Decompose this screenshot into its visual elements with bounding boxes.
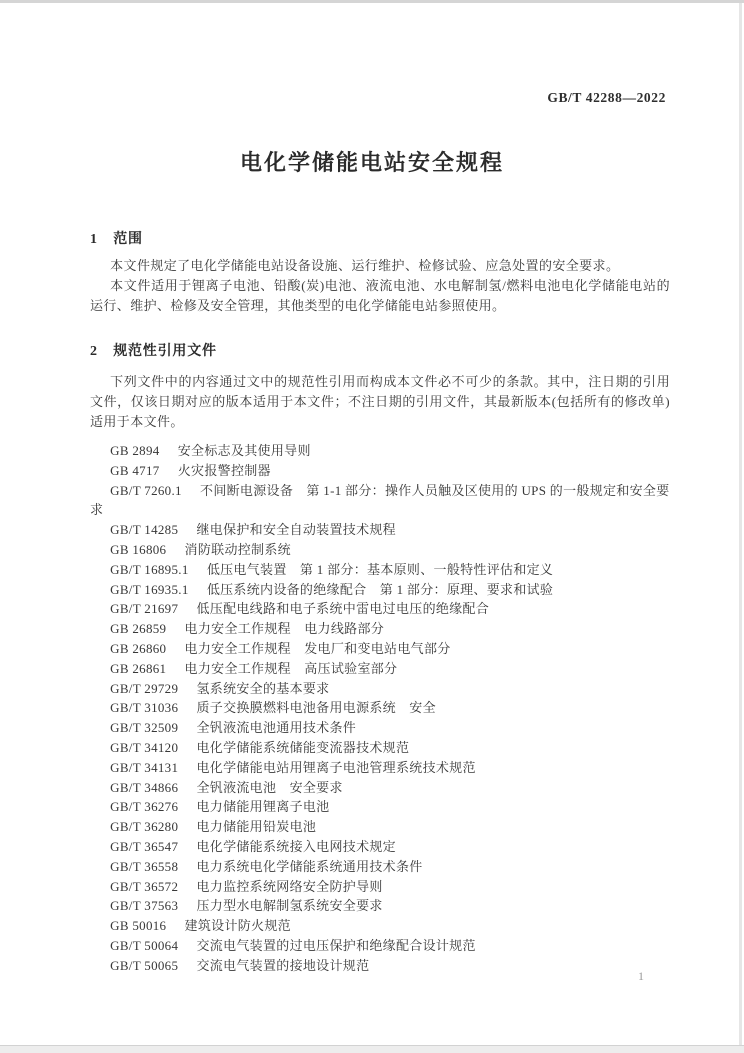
- reference-code: GB/T 31036: [110, 700, 179, 716]
- reference-title: 电力安全工作规程 电力线路部分: [184, 621, 385, 637]
- reference-code: GB/T 34120: [110, 739, 179, 755]
- reference-title: 电力安全工作规程 发电厂和变电站电气部分: [184, 640, 451, 656]
- page-number: 1: [638, 969, 644, 983]
- reference-line: [90, 560, 676, 580]
- section-number: 1: [90, 232, 98, 247]
- reference-code: GB/T 36547: [110, 838, 179, 854]
- section-title: 范围: [113, 232, 143, 247]
- reference-line: [90, 718, 676, 738]
- reference-title: 低压电气装置 第 1 部分：基本原则、一般特性评估和定义: [206, 561, 554, 577]
- reference-title: 电化学储能电站用锂离子电池管理系统技术规范: [196, 759, 476, 775]
- reference-line: [90, 619, 676, 639]
- reference-line: [90, 837, 676, 857]
- reference-title: 火灾报警控制器: [177, 462, 271, 478]
- page-bottom-edge: [0, 1045, 744, 1053]
- page-top-edge: [0, 0, 744, 3]
- reference-title: 电化学储能系统储能变流器技术规范: [196, 739, 410, 755]
- reference-line: [90, 896, 676, 916]
- reference-title: 不间断电源设备 第 1-1 部分：操作人员触及区使用的 UPS 的一般规定和安全要求: [90, 482, 670, 518]
- section-title: 规范性引用文件: [113, 344, 217, 359]
- reference-line: [90, 936, 676, 956]
- reference-code: GB 26860: [110, 640, 167, 656]
- reference-code: GB 4717: [110, 462, 160, 478]
- reference-line: [90, 817, 676, 837]
- document-title: 电化学储能电站安全规程: [239, 150, 504, 175]
- reference-code: GB 26859: [110, 621, 167, 637]
- reference-title: 电力储能用锂离子电池: [196, 799, 330, 815]
- reference-code: GB/T 34866: [110, 779, 179, 795]
- reference-title: 氢系统安全的基本要求: [196, 680, 330, 696]
- reference-title: 全钒液流电池 安全要求: [196, 779, 343, 795]
- reference-code: GB/T 36558: [110, 858, 179, 874]
- reference-title: 质子交换膜燃料电池备用电源系统 安全: [196, 700, 436, 716]
- reference-title: 压力型水电解制氢系统安全要求: [196, 898, 383, 914]
- reference-title: 交流电气装置的过电压保护和绝缘配合设计规范: [196, 937, 476, 953]
- reference-line: [90, 441, 676, 461]
- reference-line: [90, 659, 676, 679]
- reference-title: 全钒液流电池通用技术条件: [196, 720, 357, 736]
- reference-line: [90, 481, 676, 521]
- reference-line: [90, 540, 676, 560]
- reference-title: 电化学储能系统接入电网技术规定: [196, 838, 396, 854]
- reference-code: GB/T 14285: [110, 522, 179, 538]
- reference-line: [90, 797, 676, 817]
- reference-line: [90, 520, 676, 540]
- section-number: 2: [90, 344, 98, 359]
- reference-code: GB 50016: [110, 918, 167, 934]
- reference-line: [90, 461, 676, 481]
- reference-code: GB/T 50065: [110, 957, 179, 973]
- page-right-edge: [739, 3, 742, 1045]
- reference-title: 交流电气装置的接地设计规范: [196, 957, 370, 973]
- reference-code: GB/T 36572: [110, 878, 179, 894]
- reference-code: GB/T 7260.1: [110, 482, 182, 498]
- reference-code: GB/T 36280: [110, 819, 179, 835]
- reference-title: 电力监控系统网络安全防护导则: [196, 878, 383, 894]
- reference-code: GB/T 37563: [110, 898, 179, 914]
- reference-title: 建筑设计防火规范: [184, 918, 291, 934]
- reference-code: GB/T 50064: [110, 937, 179, 953]
- reference-code: GB/T 16895.1: [110, 561, 189, 577]
- reference-line: [90, 599, 676, 619]
- reference-line: [90, 639, 676, 659]
- reference-code: GB 16806: [110, 541, 167, 557]
- paragraph: 本文件规定了电化学储能电站设备设施、运行维护、检修试验、应急处置的安全要求。: [110, 258, 620, 273]
- reference-line: [90, 738, 676, 758]
- scope-paragraphs: [90, 256, 670, 316]
- reference-list: [90, 441, 676, 976]
- reference-code: GB/T 29729: [110, 680, 179, 696]
- reference-code: GB 2894: [110, 443, 160, 458]
- reference-title: 安全标志及其使用导则: [177, 443, 311, 458]
- reference-line: [90, 916, 676, 936]
- reference-title: 低压配电线路和电子系统中雷电过电压的绝缘配合: [196, 601, 490, 617]
- reference-line: [90, 679, 676, 699]
- reference-code: GB/T 34131: [110, 759, 179, 775]
- reference-line: [90, 758, 676, 778]
- reference-title: 消防联动控制系统: [184, 541, 291, 557]
- section-heading-scope: [90, 228, 143, 248]
- reference-code: GB/T 21697: [110, 601, 179, 617]
- normative-references-intro: [90, 372, 670, 432]
- reference-code: GB/T 36276: [110, 799, 179, 815]
- reference-title: 电力储能用铅炭电池: [196, 819, 317, 835]
- reference-code: GB/T 16935.1: [110, 581, 189, 597]
- section-heading-normative-references: [90, 340, 217, 360]
- reference-line: [90, 857, 676, 877]
- reference-code: GB/T 32509: [110, 720, 179, 736]
- reference-title: 继电保护和安全自动装置技术规程: [196, 522, 396, 538]
- reference-code: GB 26861: [110, 660, 167, 676]
- reference-title: 电力系统电化学储能系统通用技术条件: [196, 858, 423, 874]
- reference-line: [90, 698, 676, 718]
- reference-line: [90, 580, 676, 600]
- reference-title: 电力安全工作规程 高压试验室部分: [184, 660, 398, 676]
- standard-number: GB/T 42288—2022: [547, 90, 666, 105]
- reference-title: 低压系统内设备的绝缘配合 第 1 部分：原理、要求和试验: [206, 581, 554, 597]
- paragraph: 本文件适用于锂离子电池、铅酸(炭)电池、液流电池、水电解制氢/燃料电池电化学储能电站的运行、维护、检修及安全管理，其他类型的电化学储能电站参照使用。: [90, 278, 670, 313]
- reference-line: [90, 956, 676, 976]
- reference-line: [90, 778, 676, 798]
- paragraph: 下列文件中的内容通过文中的规范性引用而构成本文件必不可少的条款。其中，注日期的引用文件，仅该日期对应的版本适用于本文件；不注日期的引用文件，其最新版本(包括所有的修改单)适用于本文件。: [90, 374, 670, 429]
- reference-line: [90, 877, 676, 897]
